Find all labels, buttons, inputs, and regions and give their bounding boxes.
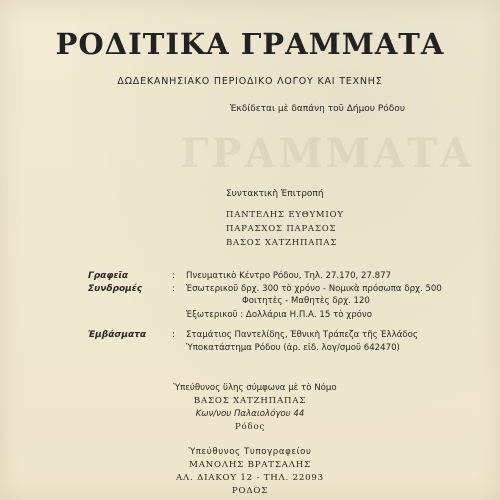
subscriptions-students: Φοιτητὲς - Μαθητὲς δρχ. 120: [242, 296, 370, 306]
committee-member: ΠΑΝΤΕΛΗΣ ΕΥΘΥΜΙΟΥ: [226, 210, 344, 220]
publication-note: Ἐκδίδεται μὲ δαπάνη τοῦ Δήμου Ρόδου: [230, 104, 406, 114]
colon: :: [172, 271, 176, 281]
journal-subtitle: ΔΩΔΕΚΑΝΗΣΙΑΚΟ ΠΕΡΙΟΔΙΚΟ ΛΟΓΟΥ ΚΑΙ ΤΕΧΝΗΣ: [117, 76, 383, 87]
payments-bank: Σταμάτιος Παντελίδης, Ἐθνικὴ Τράπεζα τῆς Ἑλλάδος: [186, 330, 418, 340]
responsible-name: ΒΑΣΟΣ ΧΑΤΖΗΠΑΠΑΣ: [193, 396, 307, 406]
printer-city: ΡΟΔΟΣ: [231, 486, 269, 496]
subscriptions-domestic: Ἐσωτερικοῦ δρχ. 300 τὸ χρόνο - Νομικὰ πρόσωπα δρχ. 500: [186, 284, 442, 294]
printer-name: ΜΑΝΟΛΗΣ ΒΡΑΤΣΑΛΗΣ: [189, 460, 311, 470]
subscriptions-foreign: Ἐξωτερικοῦ : Δολλάρια Η.Π.Α. 15 τὸ χρόνο: [186, 310, 372, 320]
offices-value: Πνευματικὸ Κέντρο Ρόδου, Τηλ. 27.170, 27.877: [186, 271, 392, 281]
colon: :: [172, 330, 176, 340]
colon: :: [172, 284, 176, 294]
responsible-address: Κων/νου Παλαιολόγου 44: [195, 409, 305, 419]
printer-address: ΑΛ. ΔΙΑΚΟΥ 12 - ΤΗΛ. 22093: [176, 473, 324, 483]
responsible-city: Ρόδος: [234, 422, 266, 432]
subscriptions-label: Συνδρομές: [88, 284, 143, 294]
payments-branch: Ὑποκατάστημα Ρόδου (ἀρ. εἰδ. λογ/σμοῦ 642470): [186, 343, 400, 353]
printer-heading: Ὑπεύθυνος Τυπογραφείου: [188, 447, 312, 457]
committee-heading: Συντακτικὴ Ἐπιτροπή: [226, 189, 324, 199]
committee-member: ΒΑΣΟΣ ΧΑΤΖΗΠΑΠΑΣ: [226, 238, 338, 248]
payments-label: Ἐμβάσματα: [88, 330, 147, 340]
journal-title: ΡΟΔΙΤΙΚΑ ΓΡΑΜΜΑΤΑ: [55, 27, 445, 61]
offices-label: Γραφεῖα: [88, 271, 129, 281]
committee-member: ΠΑΡΑΣΧΟΣ ΠΑΡΑΣΟΣ: [226, 224, 337, 234]
bleed-through-text: ΓΡΑΜΜΑΤΑ: [180, 130, 474, 177]
responsible-heading: Ὑπεύθυνος ὕλης σύμφωνα μὲ τὸ Νόμο: [173, 383, 337, 393]
